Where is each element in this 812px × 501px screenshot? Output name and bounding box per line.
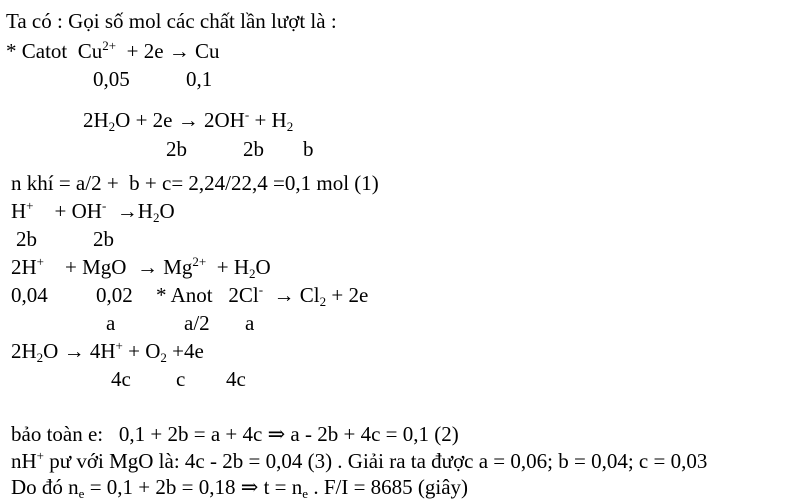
final-result (11, 475, 469, 501)
subscript: 2 (249, 266, 256, 281)
product: H (137, 199, 153, 223)
mgo-value-1: 0,04 (11, 283, 48, 307)
arrow: → (168, 39, 190, 63)
arrow: → (273, 283, 295, 307)
charge: 2+ (102, 38, 117, 53)
reactant-2: + MgO (65, 255, 127, 279)
reactant: 2H (83, 108, 109, 132)
cathode-reaction-1 (6, 38, 220, 63)
electrons: + 2e (331, 283, 369, 307)
anode-label: * Anot (156, 283, 213, 307)
product: Mg (163, 255, 193, 279)
electrons: +4e (172, 339, 204, 363)
charge: + (26, 198, 34, 213)
electron-balance (11, 424, 459, 445)
arrow: → (136, 255, 158, 279)
water-ox-value-3: 4c (226, 367, 246, 391)
arrow: → (63, 339, 85, 363)
reactant: 2Cl (228, 283, 259, 307)
subscript: 2 (152, 210, 160, 225)
charge: + (36, 254, 45, 269)
time-eq: t = n (263, 475, 303, 499)
reactant-2: + OH (54, 199, 102, 223)
arrow: → (116, 199, 138, 223)
final-end: . F/I = 8685 (giây) (313, 475, 469, 499)
electrons: + 2e (126, 39, 164, 63)
cathode-label: * Catot (6, 39, 68, 63)
charge: + (115, 338, 123, 353)
reactant-rest: O + 2e (115, 108, 173, 132)
product: 4H (89, 339, 116, 363)
reactant: 2H (11, 339, 37, 363)
anode-value-1: a (106, 311, 116, 335)
cathode-reaction-2 (83, 107, 294, 134)
cathode2-value-3: b (303, 137, 314, 161)
h-mgo-text: pư với MgO là: 4c - 2b = 0,04 (3) . Giải ra ta được a = 0,06; b = 0,04; c = 0,03 (49, 449, 708, 473)
product: 2OH (204, 108, 245, 132)
charge: - (101, 198, 107, 213)
product-2: + O (128, 339, 161, 363)
cathode-value-2: 0,1 (186, 67, 213, 91)
anode-value-3: a (245, 311, 255, 335)
reactant: H (11, 199, 27, 223)
balance-text: bảo toàn e: 0,1 + 2b = a + 4c (11, 422, 263, 446)
cathode2-value-1: 2b (166, 137, 187, 161)
mgo-reaction (11, 254, 271, 281)
product-2: + H (216, 255, 249, 279)
product: Cl (299, 283, 320, 307)
subscript: 2 (108, 119, 116, 134)
charge: 2+ (192, 254, 207, 269)
neut-value-2: 2b (93, 227, 114, 251)
arrow: → (177, 108, 199, 132)
subscript: 2 (160, 350, 167, 365)
water-ox-value-1: 4c (111, 367, 131, 391)
reactant: 2H (11, 255, 37, 279)
product-end: O (255, 255, 271, 279)
product-2: + H (254, 108, 287, 132)
subscript: 2 (319, 294, 327, 309)
charge: - (258, 282, 264, 297)
cathode-value-1: 0,05 (93, 67, 130, 91)
charge: + (36, 448, 45, 463)
h-mgo-equation (11, 448, 708, 473)
cathode2-value-2: 2b (243, 137, 264, 161)
anode-reaction (156, 282, 369, 309)
product: Cu (195, 39, 220, 63)
implies-arrow: ⇒ (267, 422, 286, 446)
balance-result: a - 2b + 4c = 0,1 (2) (290, 422, 459, 446)
title: Ta có : Gọi số mol các chất lần lượt là : (6, 9, 337, 33)
subscript: 2 (286, 119, 294, 134)
neutralization-reaction (11, 198, 175, 225)
final-mid: = 0,1 + 2b = 0,18 (89, 475, 236, 499)
h-label: nH (11, 449, 37, 473)
reactant: Cu (77, 39, 103, 63)
gas-equation: n khí = a/2 + b + c= 2,24/22,4 =0,1 mol (1) (11, 171, 379, 195)
subscript: e (302, 486, 309, 501)
reactant-end: O (43, 339, 59, 363)
final-pre: Do đó n (11, 475, 79, 499)
water-oxidation-reaction (11, 338, 204, 365)
implies-arrow: ⇒ (240, 475, 259, 499)
product-end: O (159, 199, 175, 223)
water-ox-value-2: c (176, 367, 186, 391)
charge: - (244, 107, 250, 122)
subscript: 2 (36, 350, 44, 365)
neut-value-1: 2b (16, 227, 37, 251)
anode-value-2: a/2 (184, 311, 210, 335)
subscript: e (78, 486, 85, 501)
mgo-value-2: 0,02 (96, 283, 133, 307)
